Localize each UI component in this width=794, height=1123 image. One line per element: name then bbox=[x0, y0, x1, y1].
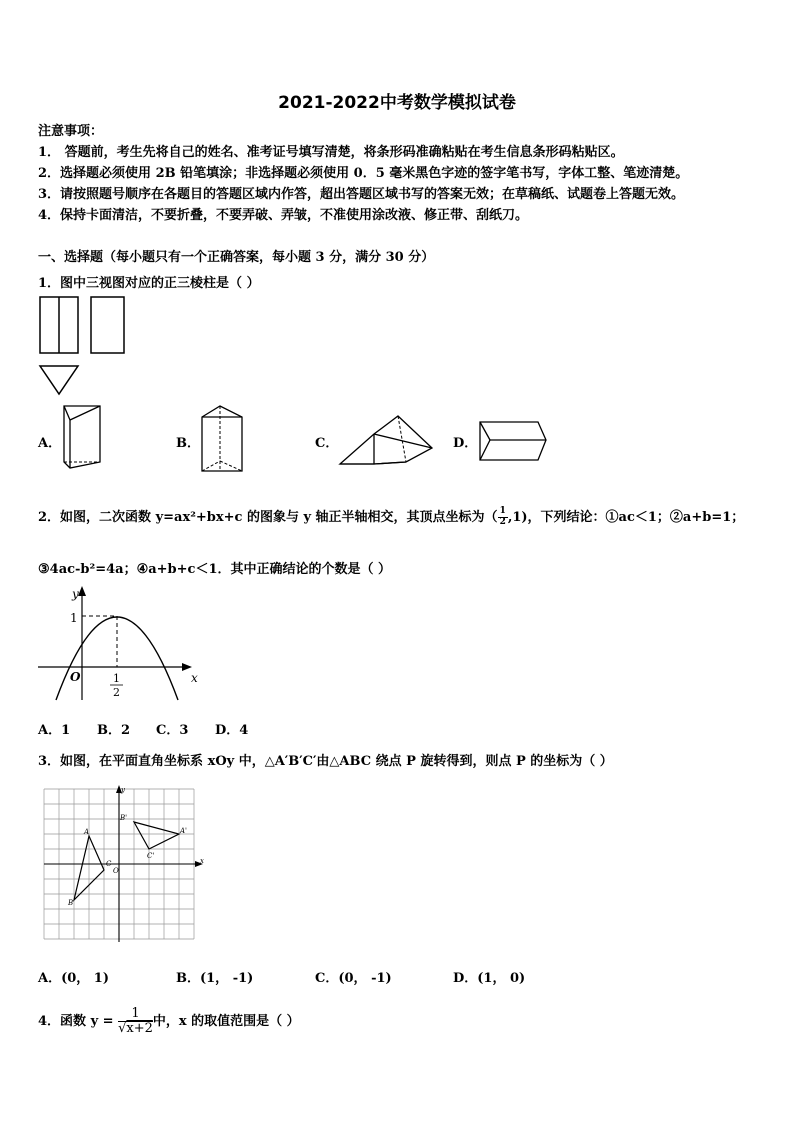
q4-fraction bbox=[118, 1007, 153, 1037]
q2-stem-line-2: ③4ac-b²=4a；④a+b+c＜1．其中正确结论的个数是（ ） bbox=[38, 562, 392, 577]
q2-option-d[interactable]: D．4 bbox=[215, 723, 249, 738]
q4-stem-part-1: 4．函数 y = bbox=[38, 1014, 114, 1029]
grid-point-b-prime: B' bbox=[120, 814, 128, 822]
q2-option-b[interactable]: B．2 bbox=[97, 723, 131, 738]
q3-option-b[interactable]: B．(1， -1) bbox=[176, 971, 254, 986]
grid-y-label: y bbox=[121, 786, 125, 794]
grid-origin-label: O bbox=[113, 867, 119, 875]
q2-vertex-fraction bbox=[498, 507, 508, 528]
prism-b-figure bbox=[198, 403, 246, 475]
q3-option-d[interactable]: D．(1， 0) bbox=[453, 971, 526, 986]
q2-stem-part-2: ,1)，下列结论：①ac＜1；②a+b=1； bbox=[507, 510, 745, 525]
graph-one-label: 1 bbox=[70, 611, 78, 625]
q3-option-c[interactable]: C．(0， -1) bbox=[315, 971, 392, 986]
notice-item-3: 3．请按照题号顺序在各题目的答题区域内作答，超出答题区域书写的答案无效；在草稿纸、试题卷上答题无效。 bbox=[38, 187, 685, 202]
q1-option-a-label[interactable]: A． bbox=[38, 436, 62, 451]
grid-x-label: x bbox=[200, 857, 204, 865]
grid-point-c-prime: C' bbox=[147, 852, 155, 860]
notice-item-1: 1． 答题前，考生先将自己的姓名、准考证号填写清楚，将条形码准确粘贴在考生信息条形码粘贴区。 bbox=[38, 145, 624, 160]
q4-fraction-num: 1 bbox=[118, 1007, 153, 1022]
q2-vertex-num: 1 bbox=[499, 506, 506, 517]
prism-a-figure bbox=[60, 402, 106, 472]
q2-option-a[interactable]: A．1 bbox=[38, 723, 71, 738]
graph-x-label: x bbox=[191, 671, 198, 685]
q2-option-c[interactable]: C．3 bbox=[156, 723, 189, 738]
q2-vertex-den: 2 bbox=[499, 517, 506, 527]
section-heading: 一、选择题（每小题只有一个正确答案，每小题 3 分，满分 30 分） bbox=[38, 250, 435, 265]
graph-half-num: 1 bbox=[113, 672, 120, 685]
q3-option-a[interactable]: A．(0， 1) bbox=[38, 971, 110, 986]
q4-radicand: x+2 bbox=[126, 1021, 153, 1036]
q2-stem-part-1: 2．如图，二次函数 y=ax²+bx+c 的图象与 y 轴正半轴相交，其顶点坐标为（ bbox=[38, 510, 498, 525]
q2-stem bbox=[38, 506, 744, 528]
prism-c-figure bbox=[336, 412, 436, 468]
grid-point-a-prime: A' bbox=[180, 827, 187, 835]
notice-item-2: 2．选择题必须使用 2B 铅笔填涂；非选择题必须使用 0．5 毫米黑色字迹的签字笔书写，字体工整、笔迹清楚。 bbox=[38, 166, 689, 181]
parabola-graph bbox=[36, 584, 208, 702]
grid-point-a: A bbox=[84, 828, 90, 836]
q4-stem bbox=[38, 1006, 300, 1038]
q1-option-d-label[interactable]: D． bbox=[453, 436, 478, 451]
grid-point-c: C bbox=[106, 860, 112, 868]
graph-origin-label: O bbox=[70, 670, 81, 684]
q3-stem: 3．如图，在平面直角坐标系 xOy 中，△A′B′C′由△ABC 绕点 P 旋转得到，则点 P 的坐标为（ ） bbox=[38, 754, 613, 769]
exam-title: 2021-2022中考数学模拟试卷 bbox=[278, 93, 516, 113]
graph-y-label: y bbox=[72, 587, 79, 601]
notice-heading: 注意事项： bbox=[38, 124, 104, 139]
graph-half-den: 2 bbox=[113, 686, 120, 699]
coordinate-grid-figure bbox=[40, 784, 210, 946]
grid-point-b: B bbox=[68, 899, 74, 907]
q1-stem: 1．图中三视图对应的正三棱柱是（ ） bbox=[38, 276, 260, 291]
q1-option-b-label[interactable]: B． bbox=[176, 436, 200, 451]
q4-fraction-den: √x+2 bbox=[118, 1021, 153, 1036]
q4-stem-part-2: 中，x 的取值范围是（ ） bbox=[152, 1014, 300, 1029]
notice-item-4: 4．保持卡面清洁，不要折叠，不要弄破、弄皱，不准使用涂改液、修正带、刮纸刀。 bbox=[38, 208, 529, 223]
prism-d-figure bbox=[476, 418, 550, 464]
q1-option-c-label[interactable]: C． bbox=[315, 436, 339, 451]
three-view-figure bbox=[36, 294, 128, 400]
